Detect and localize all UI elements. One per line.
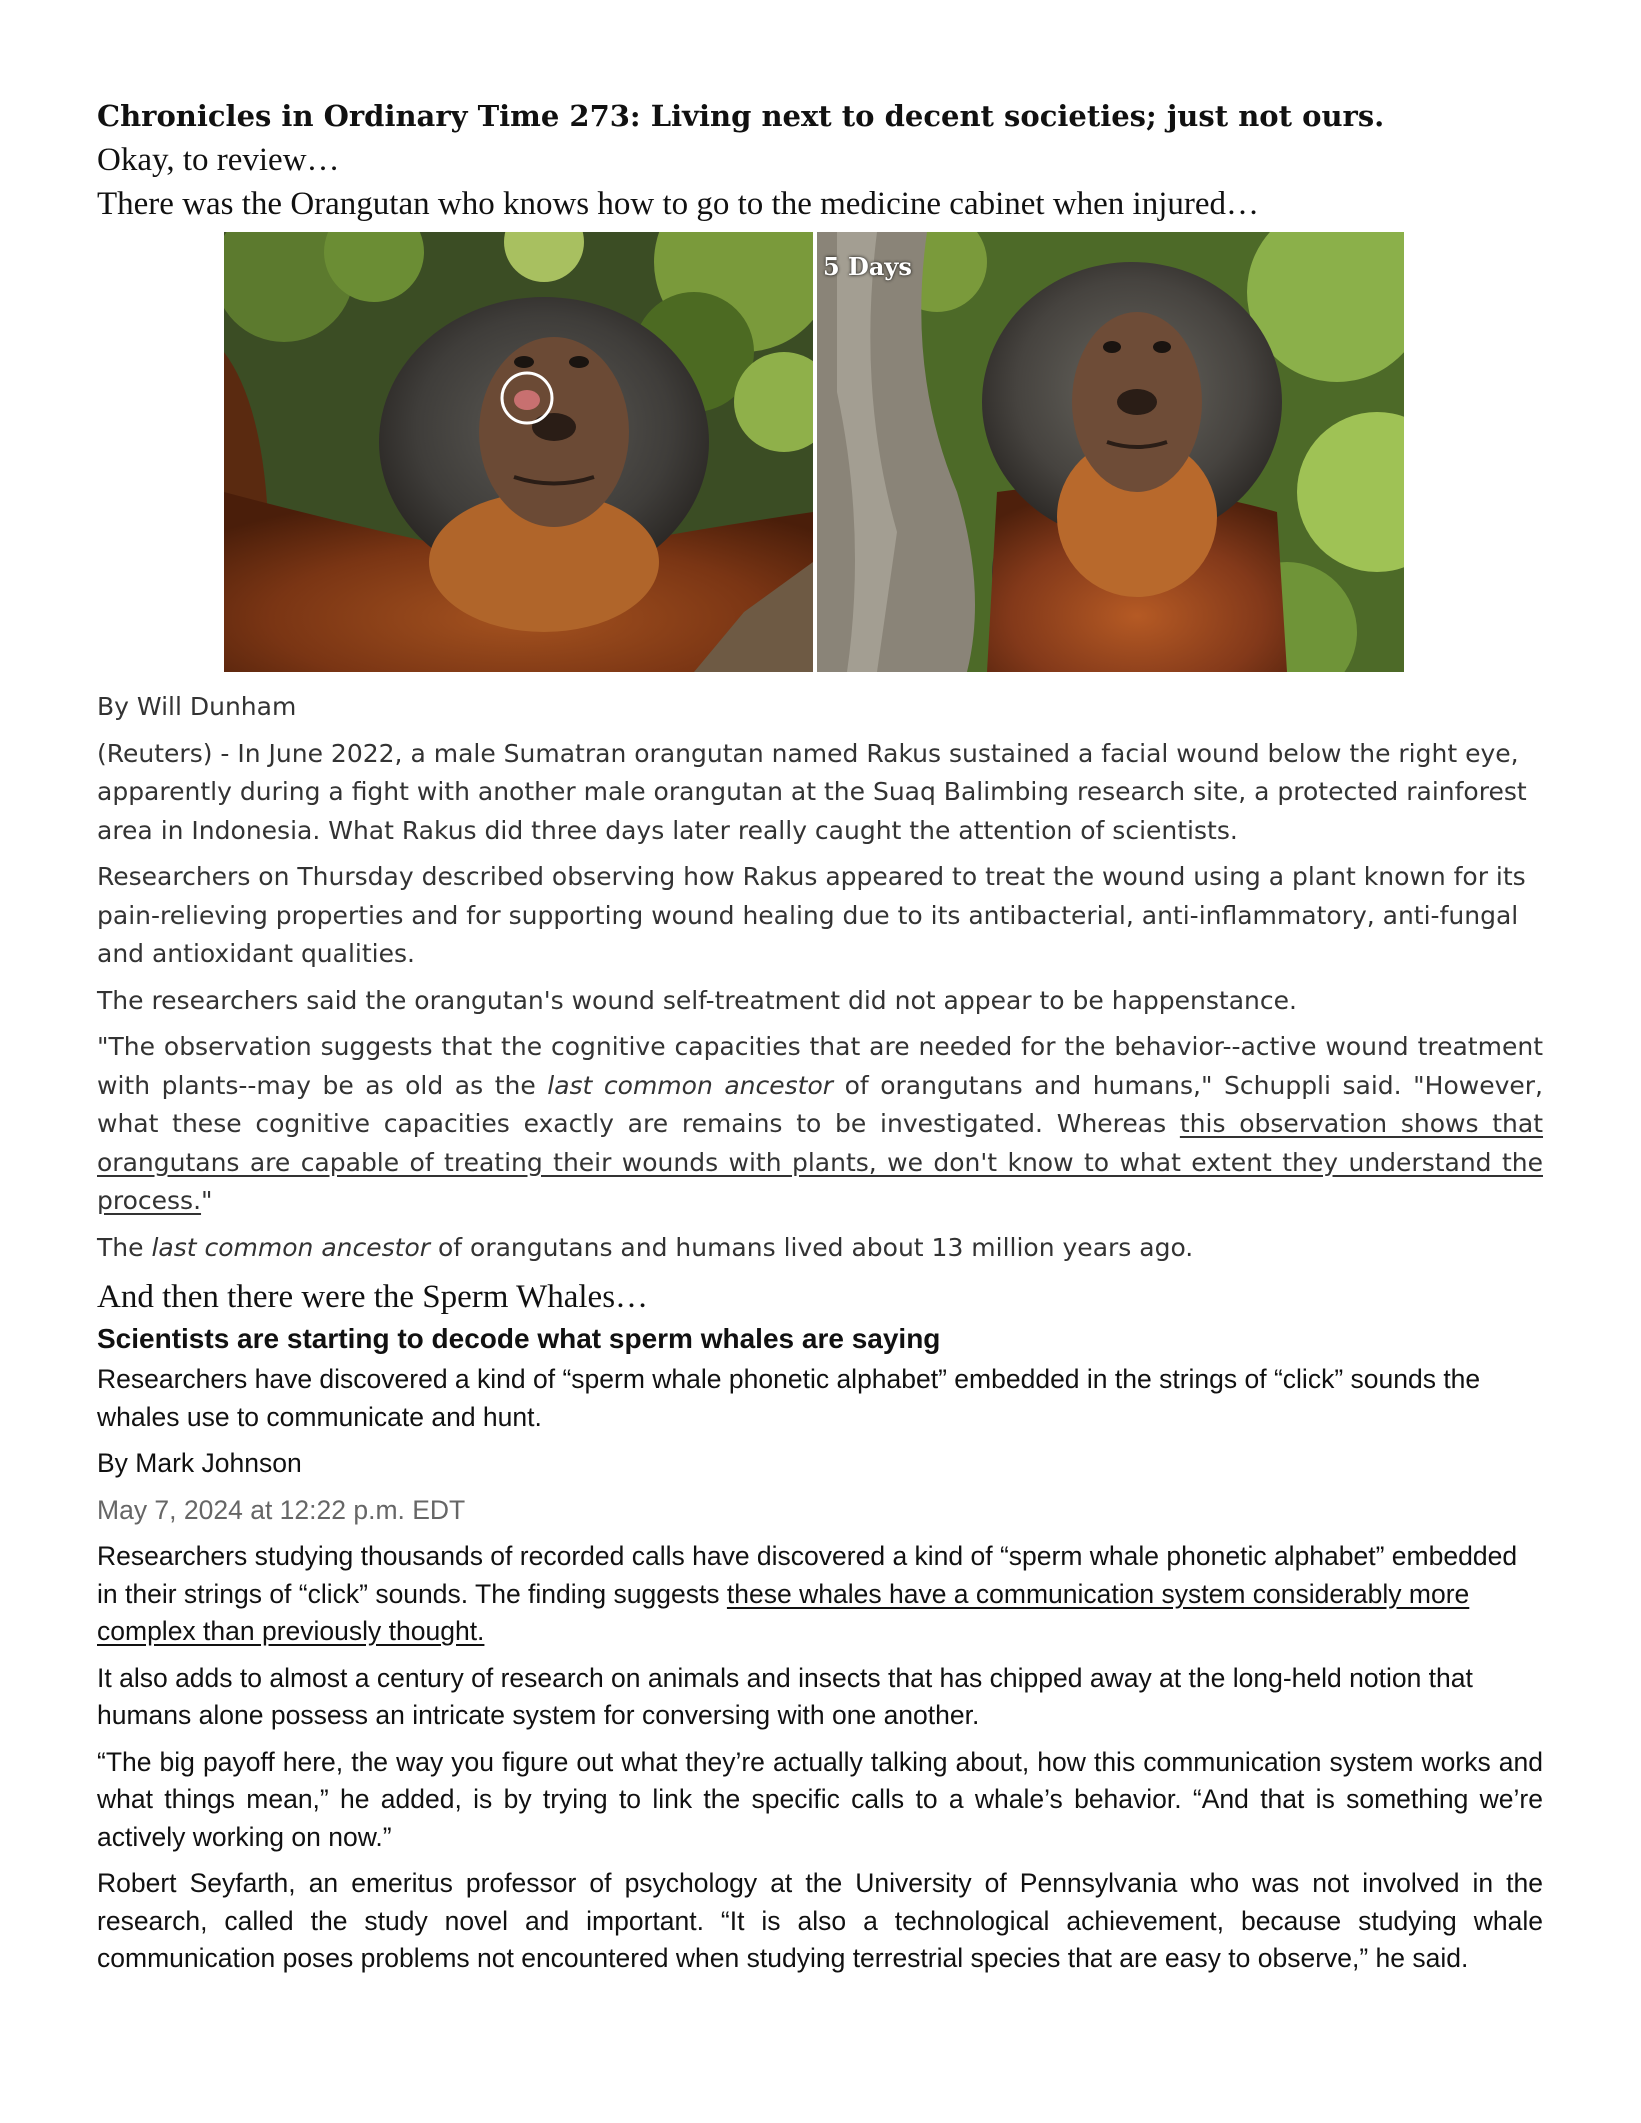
article2-paragraph-3: “The big payoff here, the way you figure out what they’re actually talking about, how this communication system works and what things mean,” he added, is by trying to link the specific calls to a whale’s behavior. “And that is something we’re actively working on now.” (97, 1746, 1543, 1852)
article2-paragraph-4: Robert Seyfarth, an emeritus professor of psychology at the University of Pennsylvania who was not involved in the research, called the study novel and important. “It is also a technological achievement, because studying whale communication poses problems not encountered when studying terrestrial species that are easy to observe,” he said. (97, 1868, 1543, 1973)
transition-line: And then there were the Sperm Whales… (97, 1279, 649, 1315)
orangutan-photo-pair (224, 232, 1404, 672)
article2-date: May 7, 2024 at 12:22 p.m. EDT (97, 1494, 466, 1525)
article1-paragraph-1: (Reuters) - In June 2022, a male Sumatran orangutan named Rakus sustained a facial wound below the right eye, apparently during a fight with another male orangutan at the Suaq Balimbing research site, a protected rainforest area in Indonesia. What Rakus did three days later really caught the attention of scientists. (97, 738, 1527, 845)
article2-byline: By Mark Johnson (97, 1448, 302, 1478)
article1-byline: By Will Dunham (97, 692, 297, 721)
article1-paragraph-4: "The observation suggests that the cognitive capacities that are needed for the behavior--active wound treatment with plants--may be as old as the last common ancestor of orangutans and humans," Schuppli said. "However, what these cognitive capacities exactly are remains to be investigated. Whereas this observation shows that orangutans are capable of treating their wounds with plants, we don't know to what extent they understand the process." (97, 1032, 1544, 1215)
underlined-quote: this observation shows that orangutans are capable of treating their wounds with plants, we don't know to what extent they understand the process. (97, 1109, 1544, 1215)
page-title: Chronicles in Ordinary Time 273: Living next to decent societies; just not ours. (97, 99, 1385, 133)
days-caption: 5 Days (823, 252, 912, 281)
orangutan-healed-photo (817, 232, 1404, 672)
intro-line-review: Okay, to review… (97, 142, 340, 178)
underlined-finding: these whales have a communication system considerably more complex than previously thought. (97, 1578, 1470, 1646)
article2-paragraph-2: It also adds to almost a century of research on animals and insects that has chipped away at the long-held notion that humans alone possess an intricate system for conversing with one another. (97, 1662, 1473, 1730)
article1-paragraph-3: The researchers said the orangutan's wound self-treatment did not appear to be happenstance. (97, 985, 1297, 1015)
article2-subtitle: Researchers have discovered a kind of “sperm whale phonetic alphabet” embedded in the strings of “click” sounds the whales use to communicate and hunt. (97, 1364, 1481, 1432)
article2-paragraph-1: Researchers studying thousands of recorded calls have discovered a kind of “sperm whale phonetic alphabet” embedded in their strings of “click” sounds. The finding suggests these whales have a communication system considerably more complex than previously thought. (97, 1541, 1518, 1646)
orangutan-article (97, 688, 1543, 1267)
document-page (97, 94, 1543, 1987)
article1-paragraph-2: Researchers on Thursday described observing how Rakus appeared to treat the wound using a plant known for its pain-relieving properties and for supporting wound healing due to its antibacterial, anti-inflammatory, anti-fungal and antioxidant qualities. (97, 862, 1526, 968)
whale-article (97, 1319, 1543, 1978)
article2-title: Scientists are starting to decode what sperm whales are saying (97, 1323, 941, 1354)
intro-line-orangutan: There was the Orangutan who knows how to go to the medicine cabinet when injured… (97, 186, 1260, 222)
orangutan-wound-photo (224, 232, 813, 672)
article1-paragraph-5: The last common ancestor of orangutans and humans lived about 13 million years ago. (97, 1232, 1194, 1262)
